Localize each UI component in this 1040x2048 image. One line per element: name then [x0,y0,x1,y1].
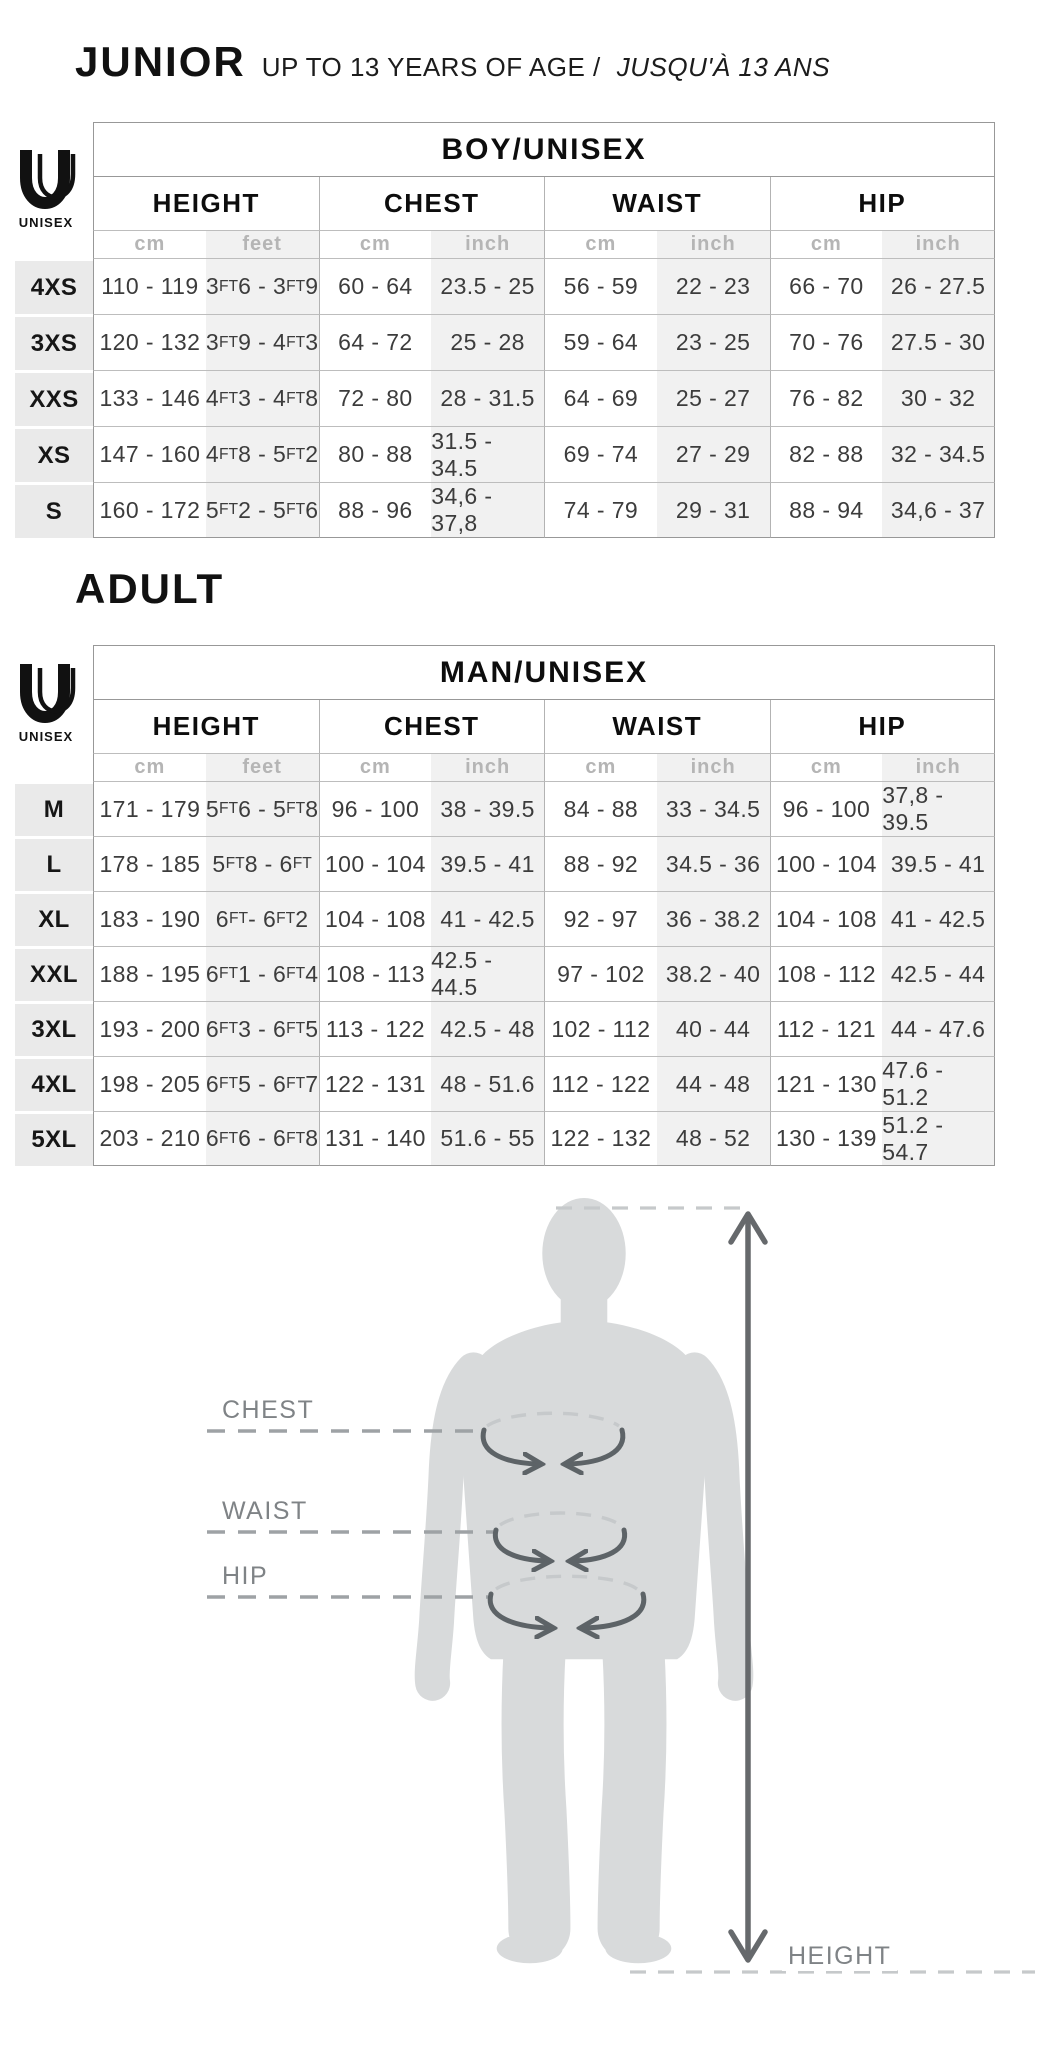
size-label: M [15,781,93,836]
adult-size-table [15,645,995,1166]
size-label: 4XL [15,1056,93,1111]
size-label: XL [15,891,93,946]
chest-inch: 34,6 - 37,8 [431,482,544,538]
height-label: HEIGHT [782,1942,897,1971]
hip-cm: 108 - 112 [770,946,883,1001]
waist-cm: 64 - 69 [544,370,657,426]
hip-inch: 41 - 42.5 [882,891,995,946]
corner-cell [15,177,93,230]
unit-cm: cm [93,753,206,781]
junior-size-table [15,122,995,538]
waist-cm: 102 - 112 [544,1001,657,1056]
chest-inch: 51.6 - 55 [431,1111,544,1166]
height-feet: 5 FT 8 - 6 FT [206,836,319,891]
unit-cm: cm [544,753,657,781]
height-cm: 193 - 200 [93,1001,206,1056]
height-feet: 4 FT 8 - 5 FT 2 [206,426,319,482]
unit-cm: cm [770,230,883,258]
col-header-height: HEIGHT [93,700,319,753]
unit-cm: cm [319,230,432,258]
unit-feet: feet [206,753,319,781]
unit-inch: inch [657,230,770,258]
height-feet: 5 FT 6 - 5 FT 8 [206,781,319,836]
waist-inch: 40 - 44 [657,1001,770,1056]
col-header-chest: CHEST [319,177,545,230]
hip-cm: 82 - 88 [770,426,883,482]
size-label: 4XS [15,258,93,314]
waist-cm: 59 - 64 [544,314,657,370]
corner-cell [15,753,93,781]
hip-cm: 130 - 139 [770,1111,883,1166]
unit-feet: feet [206,230,319,258]
hip-cm: 76 - 82 [770,370,883,426]
chest-inch: 39.5 - 41 [431,836,544,891]
hip-inch: 44 - 47.6 [882,1001,995,1056]
height-feet: 6 FT 1 - 6 FT 4 [206,946,319,1001]
height-feet: 5 FT 2 - 5 FT 6 [206,482,319,538]
size-label: S [15,482,93,538]
chest-cm: 72 - 80 [319,370,432,426]
waist-inch: 33 - 34.5 [657,781,770,836]
chest-cm: 104 - 108 [319,891,432,946]
waist-inch: 44 - 48 [657,1056,770,1111]
chest-inch: 48 - 51.6 [431,1056,544,1111]
height-cm: 203 - 210 [93,1111,206,1166]
body-silhouette-icon [432,1198,736,1963]
corner-cell [15,645,93,700]
chest-inch: 38 - 39.5 [431,781,544,836]
body-measurement-diagram [0,1180,1040,2048]
height-feet: 6 FT 5 - 6 FT 7 [206,1056,319,1111]
waist-cm: 122 - 132 [544,1111,657,1166]
height-cm: 183 - 190 [93,891,206,946]
size-label: 3XL [15,1001,93,1056]
junior-subtitle-french: JUSQU'À 13 ANS [616,52,831,82]
unit-cm: cm [770,753,883,781]
chest-cm: 122 - 131 [319,1056,432,1111]
hip-cm: 66 - 70 [770,258,883,314]
col-header-waist: WAIST [544,177,770,230]
hip-inch: 47.6 - 51.2 [882,1056,995,1111]
col-header-hip: HIP [770,177,996,230]
unit-cm: cm [319,753,432,781]
chest-inch: 23.5 - 25 [431,258,544,314]
hip-inch: 34,6 - 37 [882,482,995,538]
waist-inch: 23 - 25 [657,314,770,370]
hip-label: HIP [216,1562,274,1591]
chest-cm: 88 - 96 [319,482,432,538]
chest-inch: 42.5 - 48 [431,1001,544,1056]
junior-subtitle: UP TO 13 YEARS OF AGE / [261,52,601,82]
hip-cm: 88 - 94 [770,482,883,538]
waist-cm: 88 - 92 [544,836,657,891]
size-label: XXS [15,370,93,426]
chest-cm: 100 - 104 [319,836,432,891]
hip-cm: 96 - 100 [770,781,883,836]
unit-inch: inch [882,753,995,781]
height-cm: 188 - 195 [93,946,206,1001]
hip-cm: 112 - 121 [770,1001,883,1056]
hip-inch: 27.5 - 30 [882,314,995,370]
hip-inch: 32 - 34.5 [882,426,995,482]
height-cm: 160 - 172 [93,482,206,538]
chest-inch: 25 - 28 [431,314,544,370]
waist-inch: 38.2 - 40 [657,946,770,1001]
waist-inch: 27 - 29 [657,426,770,482]
height-cm: 120 - 132 [93,314,206,370]
size-label: XXL [15,946,93,1001]
height-cm: 147 - 160 [93,426,206,482]
size-label: L [15,836,93,891]
unit-cm: cm [93,230,206,258]
adult-title: ADULT [75,565,225,612]
unit-inch: inch [657,753,770,781]
waist-cm: 112 - 122 [544,1056,657,1111]
size-label: 5XL [15,1111,93,1166]
hip-inch: 39.5 - 41 [882,836,995,891]
chest-inch: 28 - 31.5 [431,370,544,426]
waist-inch: 48 - 52 [657,1111,770,1166]
waist-inch: 34.5 - 36 [657,836,770,891]
size-label: XS [15,426,93,482]
corner-cell [15,230,93,258]
height-feet: 6 FT - 6 FT 2 [206,891,319,946]
hip-cm: 104 - 108 [770,891,883,946]
height-feet: 6 FT 3 - 6 FT 5 [206,1001,319,1056]
table-title: BOY/UNISEX [93,122,995,177]
size-label: 3XS [15,314,93,370]
hip-inch: 42.5 - 44 [882,946,995,1001]
col-header-waist: WAIST [544,700,770,753]
chest-cm: 64 - 72 [319,314,432,370]
hip-cm: 121 - 130 [770,1056,883,1111]
col-header-height: HEIGHT [93,177,319,230]
unit-inch: inch [431,230,544,258]
waist-label: WAIST [216,1497,314,1526]
chest-cm: 96 - 100 [319,781,432,836]
unit-cm: cm [544,230,657,258]
waist-inch: 36 - 38.2 [657,891,770,946]
waist-cm: 84 - 88 [544,781,657,836]
waist-cm: 92 - 97 [544,891,657,946]
height-cm: 171 - 179 [93,781,206,836]
height-feet: 3 FT 6 - 3 FT 9 [206,258,319,314]
chest-inch: 41 - 42.5 [431,891,544,946]
hip-inch: 37,8 - 39.5 [882,781,995,836]
unisex-logo-label: UNISEX [18,729,74,744]
table-title: MAN/UNISEX [93,645,995,700]
chest-cm: 131 - 140 [319,1111,432,1166]
chest-cm: 108 - 113 [319,946,432,1001]
chest-cm: 60 - 64 [319,258,432,314]
col-header-hip: HIP [770,700,996,753]
unit-inch: inch [431,753,544,781]
junior-section-title [75,38,830,86]
height-cm: 133 - 146 [93,370,206,426]
chest-cm: 113 - 122 [319,1001,432,1056]
adult-section-title [75,565,224,613]
junior-title: JUNIOR [75,38,246,85]
waist-cm: 69 - 74 [544,426,657,482]
hip-inch: 26 - 27.5 [882,258,995,314]
waist-cm: 74 - 79 [544,482,657,538]
chest-inch: 31.5 - 34.5 [431,426,544,482]
height-feet: 3 FT 9 - 4 FT 3 [206,314,319,370]
height-cm: 110 - 119 [93,258,206,314]
hip-cm: 70 - 76 [770,314,883,370]
corner-cell [15,122,93,177]
col-header-chest: CHEST [319,700,545,753]
corner-cell [15,700,93,753]
chest-cm: 80 - 88 [319,426,432,482]
waist-inch: 22 - 23 [657,258,770,314]
height-cm: 178 - 185 [93,836,206,891]
waist-inch: 25 - 27 [657,370,770,426]
unisex-logo-label: UNISEX [18,215,74,230]
waist-cm: 56 - 59 [544,258,657,314]
height-feet: 4 FT 3 - 4 FT 8 [206,370,319,426]
hip-inch: 30 - 32 [882,370,995,426]
hip-cm: 100 - 104 [770,836,883,891]
waist-inch: 29 - 31 [657,482,770,538]
waist-cm: 97 - 102 [544,946,657,1001]
hip-inch: 51.2 - 54.7 [882,1111,995,1166]
height-feet: 6 FT 6 - 6 FT 8 [206,1111,319,1166]
chest-inch: 42.5 - 44.5 [431,946,544,1001]
unit-inch: inch [882,230,995,258]
chest-label: CHEST [216,1396,320,1425]
height-cm: 198 - 205 [93,1056,206,1111]
